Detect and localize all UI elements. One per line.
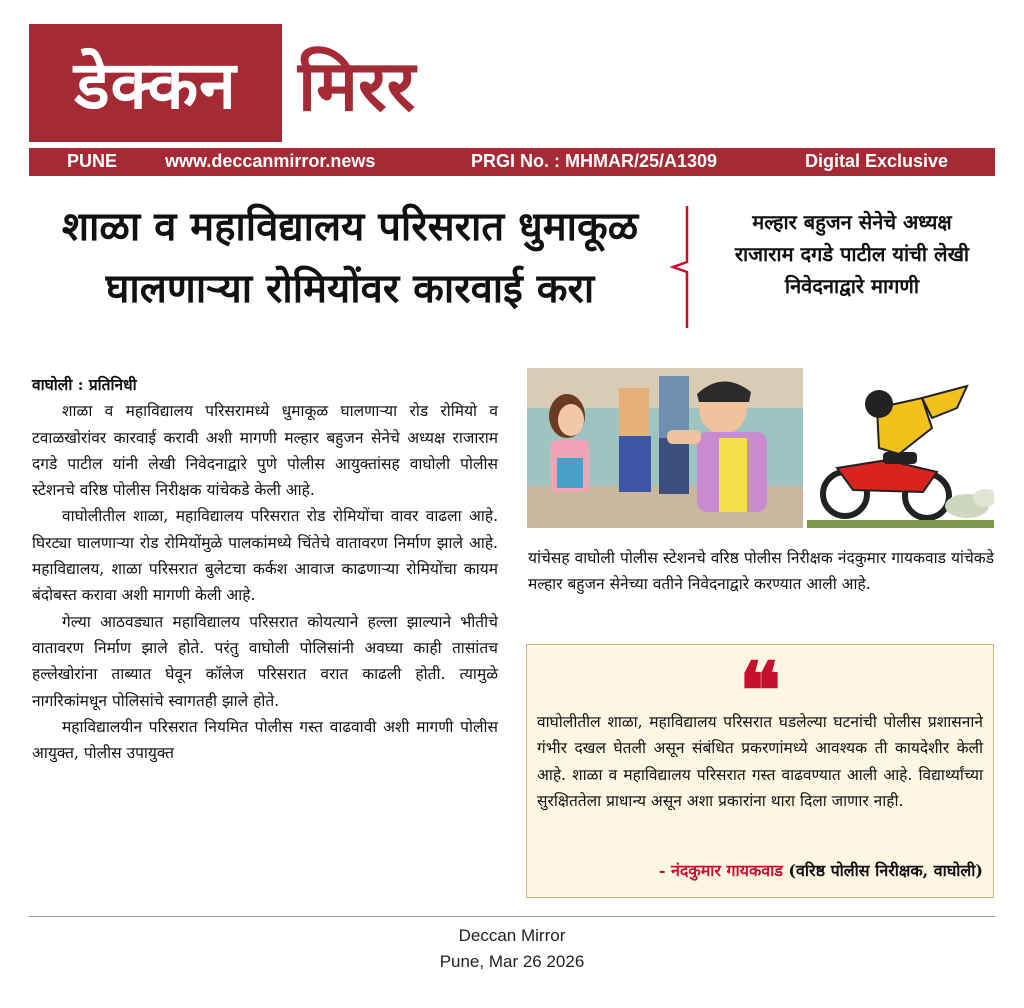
quote-name: नंदकुमार गायकवाड bbox=[671, 861, 783, 880]
info-prgi: PRGI No. : MHMAR/25/A1309 bbox=[471, 151, 718, 171]
article-body bbox=[32, 372, 498, 766]
info-city: PUNE bbox=[67, 151, 118, 171]
subhead-line1: मल्हार बहुजन सेनेचे अध्यक्ष bbox=[752, 210, 952, 234]
footer-publication: Deccan Mirror bbox=[458, 926, 566, 945]
masthead-word1: डेक्कन bbox=[74, 47, 237, 124]
info-tag: Digital Exclusive bbox=[805, 151, 949, 171]
article-dateline: वाघोली : प्रतिनिधी bbox=[32, 375, 137, 394]
article-paragraph: शाळा व महाविद्यालय परिसरामध्ये धुमाकूळ घालणाऱ्या रोड रोमियो व टवाळखोरांवर कारवाई करावी अशी मागणी मल्हार बहुजन सेनेचे अध्यक्ष राजाराम दगडे पाटील यांनी लेखी निवेदनाद्वारे पुणे पोलीस आयुक्तांसह वाघोली पोलीस स्टेशनचे वरिष्ठ पोलीस निरीक्षक यांचेकडे केली आहे. bbox=[32, 402, 498, 500]
subhead-line3: निवेदनाद्वारे मागणी bbox=[784, 274, 920, 298]
masthead-word2: मिरर bbox=[298, 45, 416, 127]
quote-icon: ❝ bbox=[739, 646, 781, 737]
quote-attribution bbox=[659, 859, 983, 881]
subhead bbox=[696, 206, 1008, 302]
article-paragraph: महाविद्यालयीन परिसरात नियमित पोलीस गस्त वाढवावी अशी मागणी पोलीस आयुक्त, पोलीस उपायुक्त bbox=[32, 717, 498, 763]
footer-place-date: Pune, Mar 26 2026 bbox=[439, 952, 585, 971]
quote-box bbox=[526, 644, 994, 898]
footer-divider bbox=[29, 916, 995, 917]
headline-line1: शाळा व महाविद्यालय परिसरात धुमाकूळ bbox=[61, 204, 639, 250]
quote-dash: - bbox=[658, 861, 672, 880]
article-paragraph: गेल्या आठवड्यात महाविद्यालय परिसरात कोयत्याने हल्ला झाल्याने भीतीचे वातावरण निर्माण झाले होते. परंतु वाघोली पोलिसांनी अवघ्या काही तासांतच हल्लेखोरांना ताब्यात घेवून कॉलेज परिसरात वरात काढली होती. त्यामुळे नागरिकांमधून पोलिसांचे स्वागतही झाले होते. bbox=[32, 612, 498, 710]
info-bar bbox=[29, 148, 995, 176]
quote-title: (वरिष्ठ पोलीस निरीक्षक, वाघोली) bbox=[782, 861, 983, 880]
info-website: www.deccanmirror.news bbox=[165, 151, 376, 171]
article-continuation: यांचेसह वाघोली पोलीस स्टेशनचे वरिष्ठ पोलीस निरीक्षक नंदकुमार गायकवाड यांचेकडे मल्हार बहुजन सेनेच्या वतीने निवेदनाद्वारे करण्यात आली आहे. bbox=[528, 549, 994, 594]
headline-line2: घालणाऱ्या रोमियोंवर कारवाई करा bbox=[105, 266, 595, 312]
masthead-logo-box bbox=[29, 24, 282, 142]
article-illustration bbox=[527, 368, 994, 528]
article-paragraph: वाघोलीतील शाळा, महाविद्यालय परिसरात रोड रोमियोंचा वावर वाढला आहे. घिरट्या घालणाऱ्या रोड रोमियोंमुळे पालकांमध्ये चिंतेचे वातावरण निर्माण झाले आहे. महाविद्यालय, शाळा परिसरात बुलेटचा कर्कश आवाज काढणाऱ्या रोमियोंचा कायम बंदोबस्त करावा अशी मागणी केली आहे. bbox=[32, 507, 498, 605]
brace-divider bbox=[669, 204, 693, 330]
headline bbox=[29, 196, 671, 320]
subhead-line2: राजाराम दगडे पाटील यांची लेखी bbox=[734, 242, 970, 266]
quote-text: वाघोलीतील शाळा, महाविद्यालय परिसरात घडलेल्या घटनांची पोलीस प्रशासनाने गंभीर दखल घेतली असून संबंधित प्रकरणांमध्ये आवश्यक ती कायदेशीर केली आहे. शाळा व महाविद्यालय परिसरात गस्त वाढवण्यात आली आहे. विद्यार्थ्यांच्या सुरक्षिततेला प्राधान्य असून अशा प्रकारांना थारा दिला जाणार नाही. bbox=[537, 713, 983, 810]
